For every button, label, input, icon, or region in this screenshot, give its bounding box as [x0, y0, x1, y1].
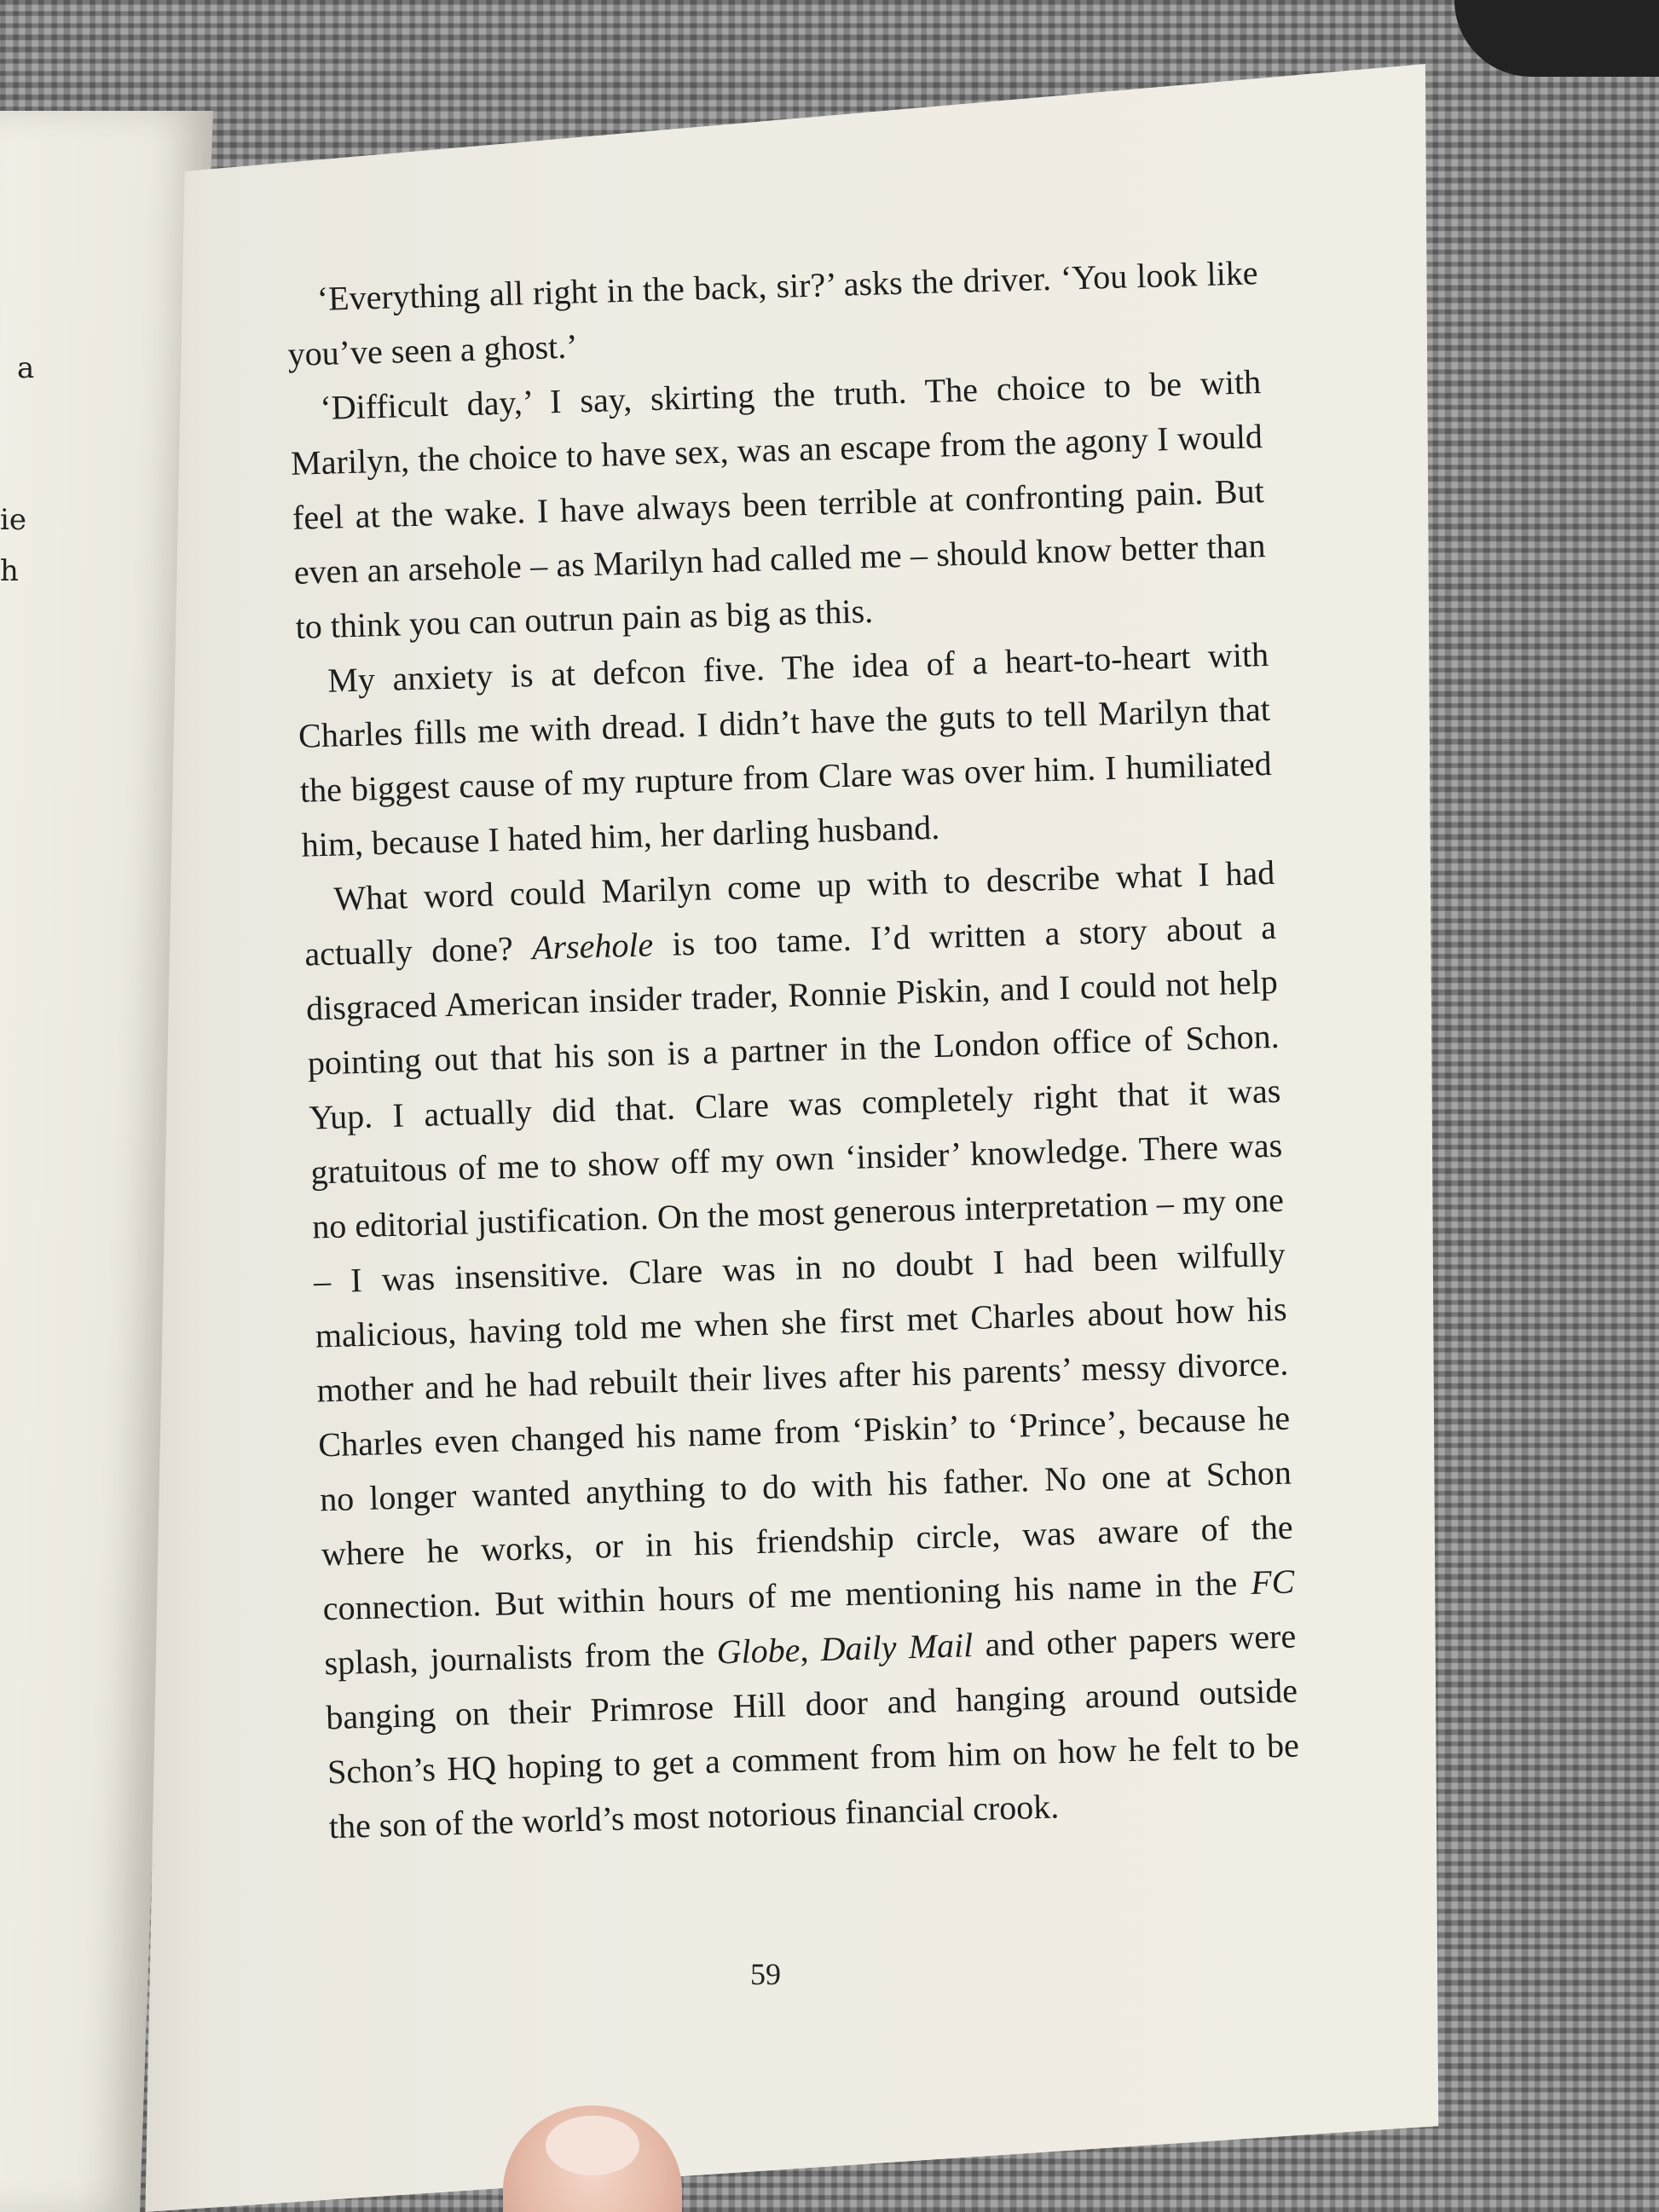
text-run: splash, journalists from the: [323, 1632, 718, 1683]
italic-word: FC: [1250, 1562, 1295, 1602]
left-page-fragment: a: [17, 351, 35, 385]
page-number: 59: [750, 1957, 781, 1991]
paragraph: My anxiety is at defcon five. The idea of a heart-to-heart with Charles fills me with dread. I didn’t have the guts to tell Marilyn that the biggest cause of my rupture from Clare was over him. I humiliated him, because I hated him, her darling husband.: [298, 634, 1273, 864]
text-run: is too tame. I’d written a story about a disgraced American insider trader, Ronnie Piskin, and I could not help pointing out that his son is a partner in the London office of Schon. Yup. I actually did that. Clare was completely right that it was gratuitous of me to show off my own ‘insider’ knowledge. There was no editorial justification. On the most generous interpretation – my one – I was insensitive. Clare was in no doubt I had been wilfully malicious, having told me when she first met Charles about how his mother and he had rebuilt their lives after his parents’ messy divorce. Charles even changed his name from ‘Piskin’ to ‘Prince’, because he no longer wanted anything to do with his father. No one at Schon where he works, or in his friendship circle, was aware of the connection. But within hours of me mentioning his name in the: [305, 907, 1294, 1628]
paragraph: ‘Everything all right in the back, sir?’ asks the driver. ‘You look like you’ve seen a ghost.’: [287, 253, 1259, 373]
thumb-nail: [546, 2116, 639, 2175]
background-dark-corner: [1454, 0, 1659, 77]
left-page-fragment: h: [0, 554, 19, 588]
italic-word: Arsehole: [531, 925, 654, 967]
text-run: and other papers were banging on their Primrose Hill door and hanging around outside Schon’s HQ hoping to get a comment from him on how he felt to be the son of the world’s most notorious financial crook.: [325, 1616, 1300, 1846]
italic-word: Globe: [716, 1630, 801, 1672]
paragraph: [303, 846, 1302, 1854]
text-run: What word could Marilyn come up with to describe what I had actually done?: [303, 852, 1275, 973]
page-text: [286, 245, 1301, 1854]
italic-word: Daily Mail: [819, 1626, 974, 1669]
text-run: ,: [799, 1630, 822, 1669]
left-page-fragment: ie: [0, 503, 26, 537]
paragraph: ‘Difficult day,’ I say, skirting the truth. The choice to be with Marilyn, the choice to have sex, was an escape from the agony I would feel at the wake. I have always been terrible at confronting pain. But even an arsehole – as Marilyn had called me – should know better than to think you can outrun pain as big as this.: [290, 362, 1266, 646]
